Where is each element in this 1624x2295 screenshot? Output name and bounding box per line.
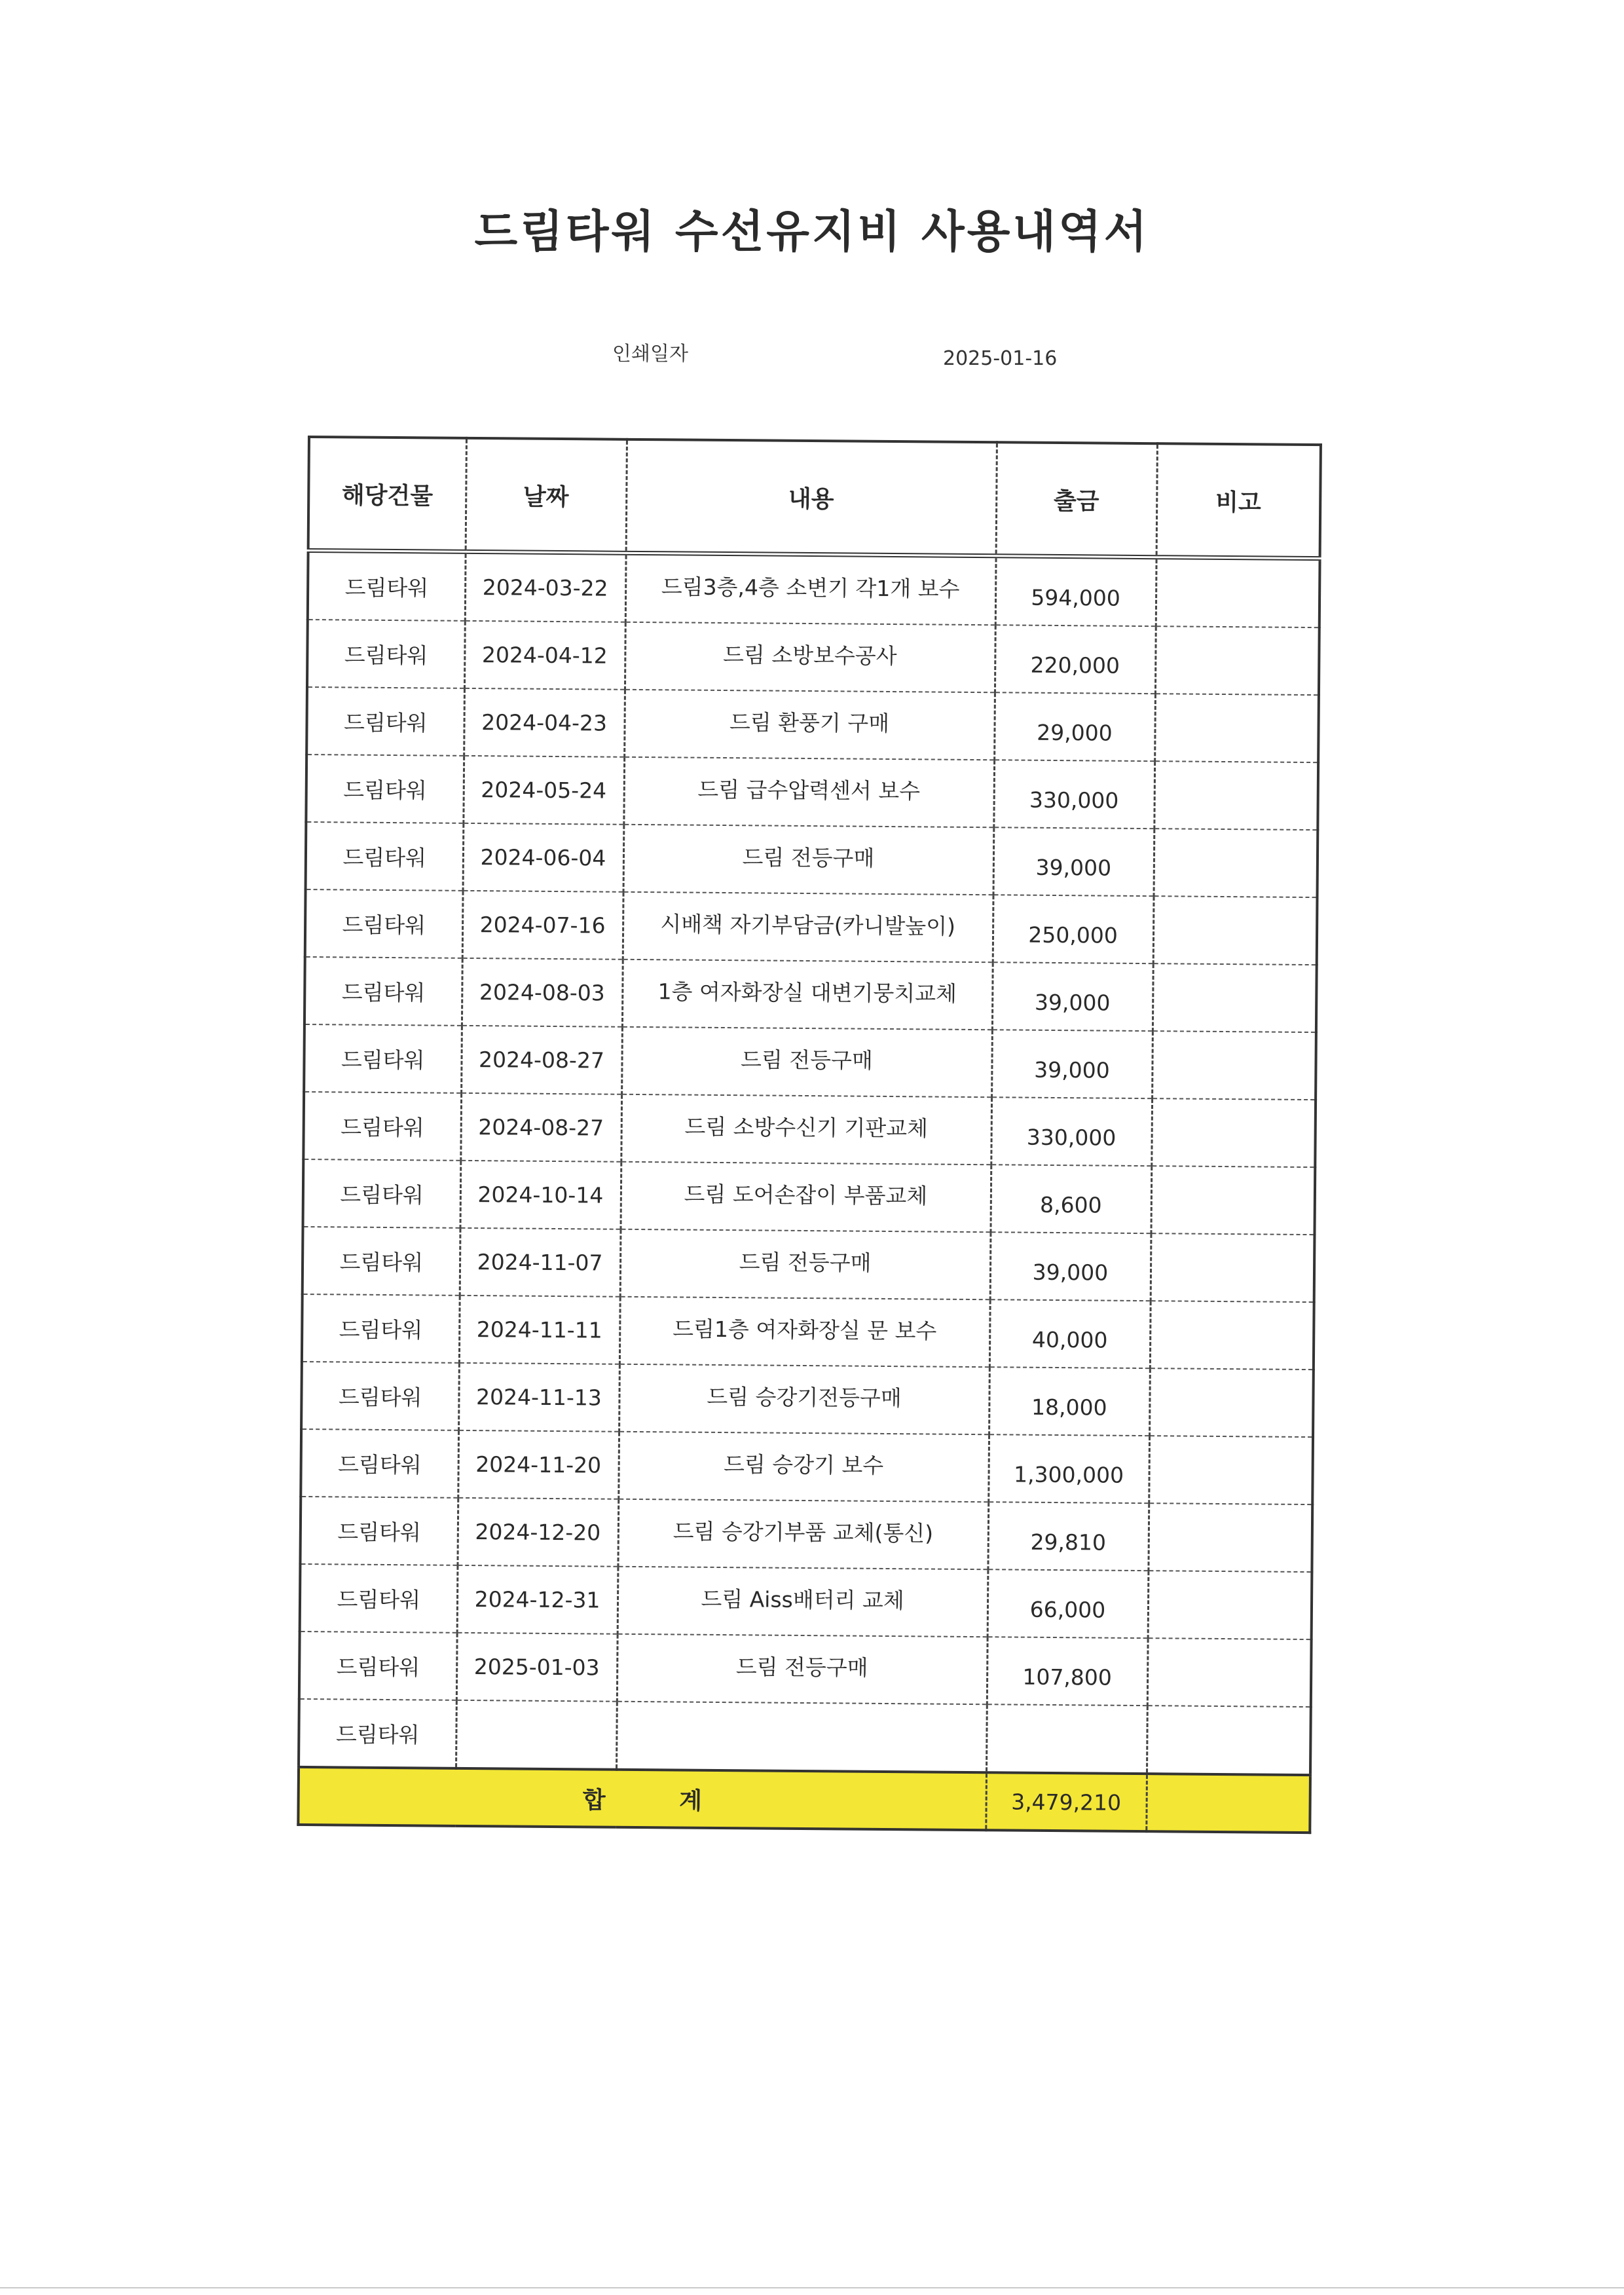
cell-building: 드림타워 bbox=[300, 1564, 458, 1633]
expense-table-container bbox=[297, 436, 1320, 1834]
cell-building: 드림타워 bbox=[304, 957, 462, 1026]
table-row bbox=[299, 1699, 1311, 1775]
table-row bbox=[308, 551, 1320, 628]
cell-date: 2024-10-14 bbox=[460, 1161, 621, 1229]
cell-content: 드림 전등구매 bbox=[617, 1634, 987, 1704]
table-row bbox=[301, 1362, 1314, 1437]
header-row bbox=[308, 437, 1321, 559]
cell-building: 드림타워 bbox=[303, 1159, 461, 1228]
cell-amount: 29,810 bbox=[987, 1502, 1149, 1571]
cell-date: 2024-11-11 bbox=[459, 1296, 620, 1364]
cell-amount: 29,000 bbox=[994, 692, 1155, 761]
table-row bbox=[305, 889, 1318, 965]
cell-amount: 107,800 bbox=[987, 1637, 1148, 1706]
cell-date: 2024-12-31 bbox=[457, 1565, 618, 1634]
cell-date: 2024-06-04 bbox=[463, 823, 624, 892]
cell-note bbox=[1148, 1503, 1312, 1572]
cell-amount: 40,000 bbox=[989, 1299, 1151, 1368]
cell-content: 드림1층 여자화장실 문 보수 bbox=[619, 1297, 990, 1367]
table-row bbox=[303, 1159, 1316, 1235]
table-footer bbox=[298, 1767, 1310, 1833]
cell-content: 시배책 자기부담금(카니발높이) bbox=[623, 892, 993, 962]
cell-note bbox=[1148, 1571, 1312, 1639]
cell-date: 2024-03-22 bbox=[465, 551, 626, 622]
cell-building: 드림타워 bbox=[308, 551, 466, 621]
page-title: 드림타워 수선유지비 사용내역서 bbox=[474, 206, 1150, 258]
cell-amount: 594,000 bbox=[995, 556, 1156, 626]
table-row bbox=[303, 1092, 1316, 1167]
cell-content: 드림 전등구매 bbox=[621, 1027, 992, 1097]
cell-date bbox=[456, 1700, 617, 1770]
cell-building: 드림타워 bbox=[299, 1699, 456, 1768]
cell-content: 드림 도어손잡이 부품교체 bbox=[620, 1162, 991, 1232]
cell-note bbox=[1153, 963, 1317, 1032]
cell-note bbox=[1150, 1301, 1314, 1370]
cell-amount: 1,300,000 bbox=[988, 1434, 1149, 1503]
cell-building: 드림타워 bbox=[303, 1092, 461, 1161]
cell-building: 드림타워 bbox=[302, 1294, 460, 1363]
total-label-cell bbox=[298, 1767, 986, 1830]
total-row bbox=[298, 1767, 1310, 1833]
cell-building: 드림타워 bbox=[299, 1632, 457, 1700]
cell-date: 2024-12-20 bbox=[457, 1498, 618, 1567]
cell-date: 2025-01-03 bbox=[456, 1633, 618, 1702]
cell-amount: 8,600 bbox=[990, 1165, 1151, 1233]
cell-note bbox=[1154, 694, 1319, 762]
cell-amount: 250,000 bbox=[993, 895, 1154, 963]
cell-date: 2024-11-07 bbox=[460, 1228, 621, 1297]
table-row bbox=[304, 957, 1317, 1032]
cell-amount: 39,000 bbox=[993, 827, 1154, 896]
cell-date: 2024-11-20 bbox=[458, 1430, 619, 1499]
cell-building: 드림타워 bbox=[304, 1024, 462, 1093]
cell-date: 2024-08-27 bbox=[461, 1026, 622, 1094]
table-row bbox=[304, 1024, 1316, 1100]
cell-content: 드림 전등구매 bbox=[620, 1229, 991, 1299]
cell-amount: 39,000 bbox=[991, 1030, 1153, 1098]
cell-content: 드림 승강기전등구매 bbox=[619, 1364, 989, 1434]
cell-date: 2024-05-24 bbox=[463, 756, 624, 825]
cell-note bbox=[1147, 1638, 1312, 1707]
cell-building: 드림타워 bbox=[306, 755, 464, 823]
cell-building: 드림타워 bbox=[301, 1362, 459, 1430]
scan-edge-line bbox=[0, 2287, 1624, 2288]
cell-content: 드림 승강기 보수 bbox=[618, 1432, 989, 1502]
cell-content: 드림 급수압력센서 보수 bbox=[623, 757, 994, 827]
cell-note bbox=[1156, 557, 1320, 627]
cell-note bbox=[1153, 896, 1318, 965]
table-row bbox=[306, 687, 1319, 762]
table-row bbox=[306, 822, 1318, 897]
cell-content bbox=[616, 1702, 987, 1772]
table-row bbox=[303, 1227, 1315, 1302]
cell-note bbox=[1154, 829, 1318, 897]
table-row bbox=[306, 755, 1318, 830]
cell-note bbox=[1151, 1166, 1315, 1235]
cell-content: 드림 전등구매 bbox=[623, 825, 994, 895]
cell-building: 드림타워 bbox=[306, 822, 464, 891]
total-note bbox=[1146, 1774, 1310, 1833]
cell-building: 드림타워 bbox=[305, 889, 463, 958]
cell-building: 드림타워 bbox=[300, 1497, 458, 1565]
cell-amount: 18,000 bbox=[989, 1367, 1150, 1436]
table-header bbox=[308, 437, 1321, 559]
cell-amount: 66,000 bbox=[987, 1569, 1149, 1638]
cell-building: 드림타워 bbox=[303, 1227, 460, 1296]
total-amount: 3,479,210 bbox=[986, 1772, 1147, 1831]
cell-note bbox=[1152, 1031, 1316, 1100]
cell-date: 2024-04-23 bbox=[464, 688, 625, 757]
cell-amount: 220,000 bbox=[995, 625, 1156, 694]
header-date: 날짜 bbox=[466, 438, 627, 553]
header-amount: 출금 bbox=[996, 442, 1157, 557]
header-note: 비고 bbox=[1156, 443, 1321, 558]
table-row bbox=[301, 1429, 1313, 1504]
cell-note bbox=[1147, 1706, 1311, 1775]
cell-date: 2024-07-16 bbox=[462, 891, 623, 960]
cell-building: 드림타워 bbox=[307, 620, 465, 688]
cell-date: 2024-08-27 bbox=[460, 1093, 621, 1162]
table-row bbox=[300, 1497, 1312, 1572]
cell-note bbox=[1154, 761, 1318, 830]
cell-amount: 39,000 bbox=[992, 962, 1153, 1031]
print-date-label: 인쇄일자 bbox=[612, 343, 688, 365]
total-label: 합 계 bbox=[582, 1786, 735, 1815]
header-content: 내용 bbox=[626, 439, 997, 556]
table-row bbox=[299, 1632, 1312, 1707]
cell-date: 2024-04-12 bbox=[464, 621, 625, 690]
cell-note bbox=[1149, 1436, 1313, 1504]
cell-amount: 330,000 bbox=[991, 1097, 1152, 1166]
cell-amount: 39,000 bbox=[990, 1232, 1151, 1301]
cell-note bbox=[1155, 626, 1320, 695]
cell-content: 드림 Aiss배터리 교체 bbox=[618, 1567, 988, 1637]
table-row bbox=[302, 1294, 1314, 1370]
header-building: 해당건물 bbox=[308, 437, 466, 551]
cell-date: 2024-11-13 bbox=[458, 1363, 619, 1432]
cell-content: 드림 환풍기 구매 bbox=[624, 690, 995, 760]
expense-table bbox=[297, 436, 1322, 1834]
print-date-value: 2025-01-16 bbox=[943, 347, 1058, 370]
cell-building: 드림타워 bbox=[301, 1429, 458, 1498]
cell-content: 드림 승강기부품 교체(통신) bbox=[618, 1499, 988, 1569]
cell-building: 드림타워 bbox=[306, 687, 464, 756]
table-row bbox=[300, 1564, 1312, 1639]
cell-date: 2024-08-03 bbox=[462, 958, 623, 1027]
cell-amount: 330,000 bbox=[993, 760, 1154, 829]
cell-content: 1층 여자화장실 대변기뭉치교체 bbox=[622, 960, 993, 1030]
cell-content: 드림3층,4층 소변기 각1개 보수 bbox=[625, 553, 996, 625]
cell-note bbox=[1151, 1098, 1316, 1167]
table-body bbox=[299, 551, 1320, 1776]
cell-content: 드림 소방보수공사 bbox=[625, 622, 995, 692]
cell-note bbox=[1151, 1233, 1315, 1302]
cell-note bbox=[1149, 1368, 1314, 1437]
table-row bbox=[307, 620, 1320, 695]
cell-amount bbox=[986, 1704, 1147, 1774]
cell-content: 드림 소방수신기 기판교체 bbox=[621, 1094, 991, 1165]
